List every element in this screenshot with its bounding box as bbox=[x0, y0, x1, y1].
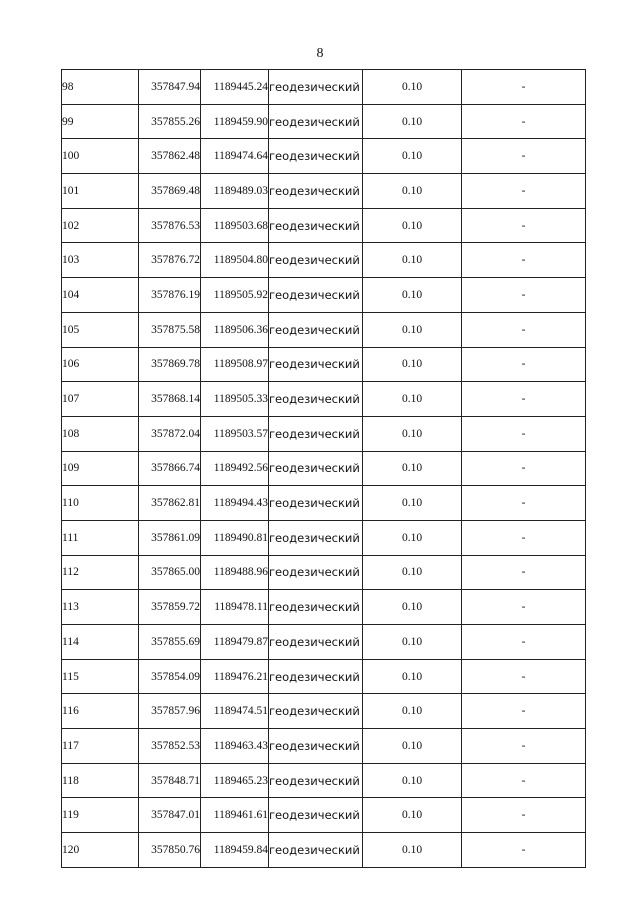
accuracy-cell: 0.10 bbox=[363, 208, 462, 243]
point-number-cell: 107 bbox=[62, 382, 139, 417]
coordinate-y-cell: 1189463.43 bbox=[201, 729, 269, 764]
table-row bbox=[62, 694, 586, 729]
method-cell: геодезический bbox=[269, 208, 363, 243]
coordinate-x-cell: 357850.76 bbox=[139, 833, 201, 868]
method-cell: геодезический bbox=[269, 833, 363, 868]
table-row bbox=[62, 382, 586, 417]
point-number-cell: 115 bbox=[62, 659, 139, 694]
coordinate-x-cell: 357869.78 bbox=[139, 347, 201, 382]
note-cell: - bbox=[462, 70, 586, 105]
point-number-cell: 108 bbox=[62, 416, 139, 451]
coordinates-table bbox=[61, 69, 586, 868]
note-cell: - bbox=[462, 243, 586, 278]
table-row bbox=[62, 243, 586, 278]
note-cell: - bbox=[462, 520, 586, 555]
table-row bbox=[62, 278, 586, 313]
note-cell: - bbox=[462, 590, 586, 625]
accuracy-cell: 0.10 bbox=[363, 243, 462, 278]
note-cell: - bbox=[462, 312, 586, 347]
table-row bbox=[62, 763, 586, 798]
accuracy-cell: 0.10 bbox=[363, 70, 462, 105]
method-cell: геодезический bbox=[269, 243, 363, 278]
point-number-cell: 111 bbox=[62, 520, 139, 555]
coordinate-x-cell: 357866.74 bbox=[139, 451, 201, 486]
note-cell: - bbox=[462, 763, 586, 798]
coordinate-y-cell: 1189503.68 bbox=[201, 208, 269, 243]
table-row bbox=[62, 625, 586, 660]
accuracy-cell: 0.10 bbox=[363, 729, 462, 764]
accuracy-cell: 0.10 bbox=[363, 312, 462, 347]
accuracy-cell: 0.10 bbox=[363, 382, 462, 417]
coordinate-y-cell: 1189503.57 bbox=[201, 416, 269, 451]
method-cell: геодезический bbox=[269, 104, 363, 139]
note-cell: - bbox=[462, 382, 586, 417]
coordinate-x-cell: 357855.69 bbox=[139, 625, 201, 660]
coordinate-y-cell: 1189489.03 bbox=[201, 174, 269, 209]
point-number-cell: 117 bbox=[62, 729, 139, 764]
method-cell: геодезический bbox=[269, 659, 363, 694]
coordinate-y-cell: 1189492.56 bbox=[201, 451, 269, 486]
accuracy-cell: 0.10 bbox=[363, 625, 462, 660]
coordinate-x-cell: 357855.26 bbox=[139, 104, 201, 139]
table-row bbox=[62, 590, 586, 625]
method-cell: геодезический bbox=[269, 590, 363, 625]
table-row bbox=[62, 416, 586, 451]
coordinate-y-cell: 1189465.23 bbox=[201, 763, 269, 798]
table-row bbox=[62, 174, 586, 209]
note-cell: - bbox=[462, 174, 586, 209]
table-row bbox=[62, 451, 586, 486]
accuracy-cell: 0.10 bbox=[363, 798, 462, 833]
coordinate-y-cell: 1189508.97 bbox=[201, 347, 269, 382]
point-number-cell: 118 bbox=[62, 763, 139, 798]
coordinate-x-cell: 357868.14 bbox=[139, 382, 201, 417]
table-row bbox=[62, 486, 586, 521]
note-cell: - bbox=[462, 694, 586, 729]
point-number-cell: 103 bbox=[62, 243, 139, 278]
coordinate-x-cell: 357847.94 bbox=[139, 70, 201, 105]
method-cell: геодезический bbox=[269, 139, 363, 174]
method-cell: геодезический bbox=[269, 70, 363, 105]
accuracy-cell: 0.10 bbox=[363, 416, 462, 451]
note-cell: - bbox=[462, 416, 586, 451]
point-number-cell: 98 bbox=[62, 70, 139, 105]
point-number-cell: 100 bbox=[62, 139, 139, 174]
coordinate-y-cell: 1189505.92 bbox=[201, 278, 269, 313]
note-cell: - bbox=[462, 208, 586, 243]
method-cell: геодезический bbox=[269, 312, 363, 347]
coordinate-x-cell: 357869.48 bbox=[139, 174, 201, 209]
coordinate-x-cell: 357852.53 bbox=[139, 729, 201, 764]
method-cell: геодезический bbox=[269, 174, 363, 209]
table-row bbox=[62, 347, 586, 382]
accuracy-cell: 0.10 bbox=[363, 659, 462, 694]
coordinate-y-cell: 1189479.87 bbox=[201, 625, 269, 660]
note-cell: - bbox=[462, 278, 586, 313]
coordinate-y-cell: 1189506.36 bbox=[201, 312, 269, 347]
coordinate-y-cell: 1189505.33 bbox=[201, 382, 269, 417]
coordinate-y-cell: 1189476.21 bbox=[201, 659, 269, 694]
table-row bbox=[62, 659, 586, 694]
note-cell: - bbox=[462, 139, 586, 174]
coordinate-x-cell: 357876.19 bbox=[139, 278, 201, 313]
table-row bbox=[62, 520, 586, 555]
point-number-cell: 101 bbox=[62, 174, 139, 209]
method-cell: геодезический bbox=[269, 729, 363, 764]
coordinate-x-cell: 357854.09 bbox=[139, 659, 201, 694]
table-row bbox=[62, 70, 586, 105]
method-cell: геодезический bbox=[269, 625, 363, 660]
method-cell: геодезический bbox=[269, 347, 363, 382]
method-cell: геодезический bbox=[269, 486, 363, 521]
accuracy-cell: 0.10 bbox=[363, 451, 462, 486]
note-cell: - bbox=[462, 798, 586, 833]
note-cell: - bbox=[462, 659, 586, 694]
coordinate-y-cell: 1189459.84 bbox=[201, 833, 269, 868]
coordinate-y-cell: 1189478.11 bbox=[201, 590, 269, 625]
point-number-cell: 116 bbox=[62, 694, 139, 729]
method-cell: геодезический bbox=[269, 798, 363, 833]
method-cell: геодезический bbox=[269, 382, 363, 417]
accuracy-cell: 0.10 bbox=[363, 347, 462, 382]
point-number-cell: 112 bbox=[62, 555, 139, 590]
point-number-cell: 104 bbox=[62, 278, 139, 313]
coordinate-x-cell: 357861.09 bbox=[139, 520, 201, 555]
coordinate-x-cell: 357865.00 bbox=[139, 555, 201, 590]
coordinate-x-cell: 357872.04 bbox=[139, 416, 201, 451]
table-row bbox=[62, 104, 586, 139]
point-number-cell: 110 bbox=[62, 486, 139, 521]
method-cell: геодезический bbox=[269, 763, 363, 798]
note-cell: - bbox=[462, 555, 586, 590]
note-cell: - bbox=[462, 833, 586, 868]
accuracy-cell: 0.10 bbox=[363, 174, 462, 209]
table-body bbox=[62, 70, 586, 868]
method-cell: геодезический bbox=[269, 694, 363, 729]
method-cell: геодезический bbox=[269, 278, 363, 313]
coordinate-x-cell: 357876.72 bbox=[139, 243, 201, 278]
note-cell: - bbox=[462, 104, 586, 139]
point-number-cell: 120 bbox=[62, 833, 139, 868]
coordinate-y-cell: 1189504.80 bbox=[201, 243, 269, 278]
table-row bbox=[62, 729, 586, 764]
method-cell: геодезический bbox=[269, 416, 363, 451]
method-cell: геодезический bbox=[269, 520, 363, 555]
coordinate-y-cell: 1189461.61 bbox=[201, 798, 269, 833]
point-number-cell: 109 bbox=[62, 451, 139, 486]
point-number-cell: 119 bbox=[62, 798, 139, 833]
coordinate-y-cell: 1189474.64 bbox=[201, 139, 269, 174]
coordinate-x-cell: 357876.53 bbox=[139, 208, 201, 243]
point-number-cell: 113 bbox=[62, 590, 139, 625]
coordinate-x-cell: 357847.01 bbox=[139, 798, 201, 833]
coordinate-y-cell: 1189474.51 bbox=[201, 694, 269, 729]
accuracy-cell: 0.10 bbox=[363, 833, 462, 868]
accuracy-cell: 0.10 bbox=[363, 763, 462, 798]
table-row bbox=[62, 798, 586, 833]
coordinate-x-cell: 357862.48 bbox=[139, 139, 201, 174]
point-number-cell: 105 bbox=[62, 312, 139, 347]
coordinate-x-cell: 357859.72 bbox=[139, 590, 201, 625]
point-number-cell: 114 bbox=[62, 625, 139, 660]
point-number-cell: 99 bbox=[62, 104, 139, 139]
note-cell: - bbox=[462, 729, 586, 764]
coordinate-y-cell: 1189445.24 bbox=[201, 70, 269, 105]
accuracy-cell: 0.10 bbox=[363, 555, 462, 590]
point-number-cell: 106 bbox=[62, 347, 139, 382]
table-row bbox=[62, 139, 586, 174]
note-cell: - bbox=[462, 451, 586, 486]
method-cell: геодезический bbox=[269, 451, 363, 486]
coordinate-x-cell: 357862.81 bbox=[139, 486, 201, 521]
accuracy-cell: 0.10 bbox=[363, 278, 462, 313]
table-row bbox=[62, 833, 586, 868]
coordinate-x-cell: 357848.71 bbox=[139, 763, 201, 798]
coordinate-y-cell: 1189490.81 bbox=[201, 520, 269, 555]
accuracy-cell: 0.10 bbox=[363, 139, 462, 174]
table-row bbox=[62, 208, 586, 243]
accuracy-cell: 0.10 bbox=[363, 694, 462, 729]
table-row bbox=[62, 555, 586, 590]
point-number-cell: 102 bbox=[62, 208, 139, 243]
accuracy-cell: 0.10 bbox=[363, 520, 462, 555]
accuracy-cell: 0.10 bbox=[363, 590, 462, 625]
coordinate-y-cell: 1189459.90 bbox=[201, 104, 269, 139]
accuracy-cell: 0.10 bbox=[363, 486, 462, 521]
coordinate-y-cell: 1189488.96 bbox=[201, 555, 269, 590]
coordinate-y-cell: 1189494.43 bbox=[201, 486, 269, 521]
method-cell: геодезический bbox=[269, 555, 363, 590]
note-cell: - bbox=[462, 625, 586, 660]
note-cell: - bbox=[462, 347, 586, 382]
coordinate-x-cell: 357857.96 bbox=[139, 694, 201, 729]
page-number: 8 bbox=[316, 46, 324, 61]
coordinate-x-cell: 357875.58 bbox=[139, 312, 201, 347]
accuracy-cell: 0.10 bbox=[363, 104, 462, 139]
table-row bbox=[62, 312, 586, 347]
note-cell: - bbox=[462, 486, 586, 521]
